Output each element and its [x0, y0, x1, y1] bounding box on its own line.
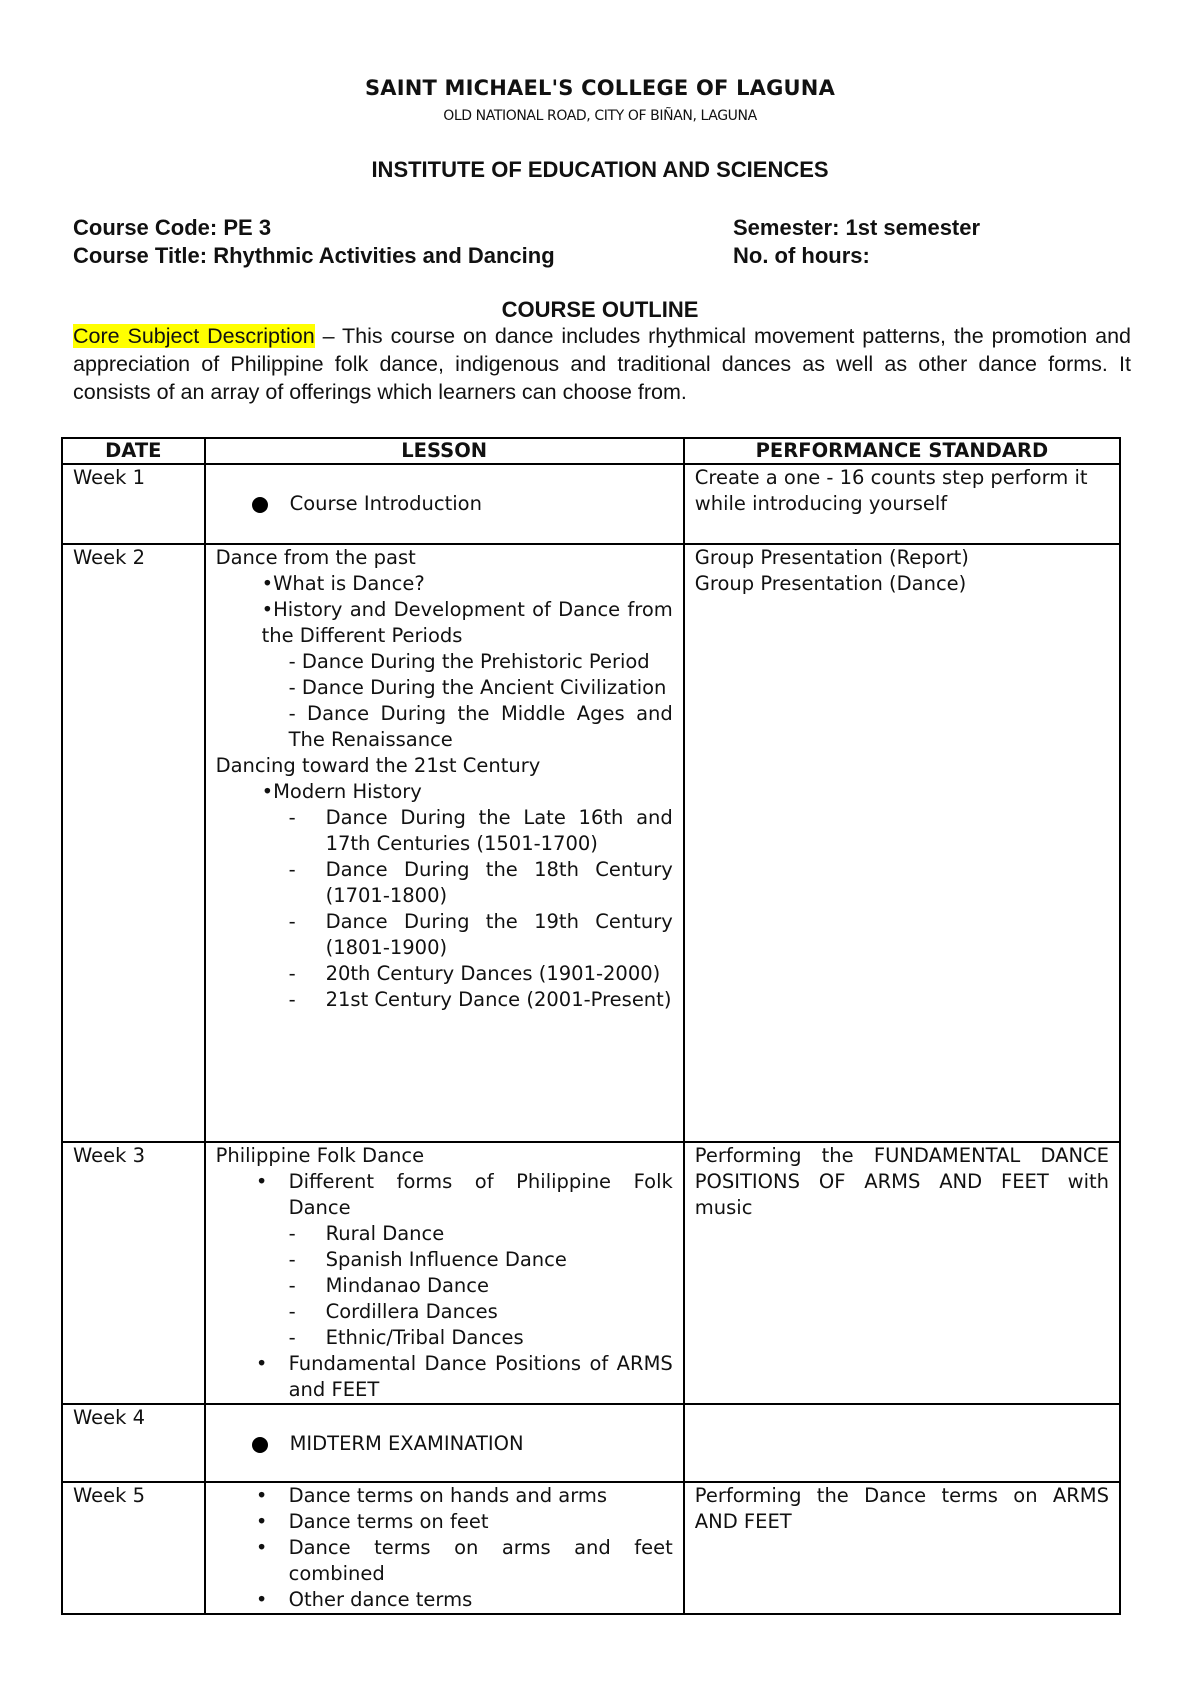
lesson-subitem: - 21st Century Dance (2001-Present)	[288, 988, 672, 1011]
lesson-item: • Dance terms on arms and feet combined	[255, 1536, 673, 1585]
lesson-subitem: - Mindanao Dance	[288, 1274, 490, 1297]
lesson-item-text: •History and Development of Dance from the Different Periods	[261, 598, 673, 647]
lesson-heading: Dancing toward the 21st Century	[215, 754, 541, 777]
hours-label: No. of hours:	[733, 243, 870, 268]
week-cell: Week 4	[62, 1404, 205, 1482]
week-cell: Week 2	[62, 544, 205, 1142]
performance-item: Group Presentation (Dance)	[694, 572, 967, 595]
table-row	[62, 1404, 1120, 1482]
bullet-icon	[252, 497, 268, 513]
lesson-item: • Dance terms on hands and arms	[255, 1484, 608, 1507]
lesson-item: • Dance terms on feet	[255, 1510, 489, 1533]
lesson-subitem: - Cordillera Dances	[288, 1300, 498, 1323]
hours	[733, 243, 870, 269]
lesson-subitem: - 20th Century Dances (1901-2000)	[288, 962, 661, 985]
lesson-cell	[205, 1482, 684, 1614]
semester-label: Semester:	[733, 215, 840, 240]
lesson-subitem: - Dance During the 18th Century (1701-1800)	[288, 858, 673, 907]
lesson-heading: Philippine Folk Dance	[215, 1144, 425, 1167]
table-row	[62, 464, 1120, 544]
header-lesson: LESSON	[205, 438, 684, 464]
description-text: – This course on dance includes rhythmical movement patterns, the promotion and appreciation of Philippine folk dance, indigenous and traditional dances as well as other dance forms. It consists of an array of offerings which learners can choose from.	[73, 324, 1131, 404]
lesson-subitem: - Dance During the Prehistoric Period	[288, 650, 650, 673]
week-cell: Week 3	[62, 1142, 205, 1404]
semester-value: 1st semester	[845, 215, 981, 240]
course-outline-table	[61, 437, 1121, 1615]
school-name: SAINT MICHAEL'S COLLEGE OF LAGUNA	[364, 76, 836, 100]
lesson-item	[216, 597, 673, 649]
course-outline-title: COURSE OUTLINE	[501, 297, 699, 322]
course-title	[73, 243, 555, 269]
course-description	[73, 322, 1131, 406]
table-row	[62, 1482, 1120, 1614]
lesson-subitem: - Dance During the 19th Century (1801-1900)	[288, 910, 673, 959]
lesson-subitem: - Ethnic/Tribal Dances	[288, 1326, 524, 1349]
lesson-item: •What is Dance?	[261, 572, 425, 595]
institute-name: INSTITUTE OF EDUCATION AND SCIENCES	[371, 157, 829, 182]
lesson-item: • Different forms of Philippine Folk Dance	[255, 1170, 673, 1219]
bullet-icon	[252, 1437, 268, 1453]
lesson-cell	[205, 1404, 684, 1482]
performance-cell	[684, 544, 1120, 1142]
table-row	[62, 544, 1120, 1142]
performance-cell: Performing the Dance terms on ARMS AND FEET	[684, 1482, 1120, 1614]
week-cell: Week 5	[62, 1482, 205, 1614]
header-date: DATE	[62, 438, 205, 464]
lesson-subitem: - Dance During the Late 16th and 17th Centuries (1501-1700)	[288, 806, 673, 855]
lesson-cell	[205, 464, 684, 544]
course-title-label: Course Title:	[73, 243, 208, 268]
lesson-cell	[205, 1142, 684, 1404]
performance-item: Group Presentation (Report)	[694, 546, 969, 569]
lesson-subitem: - Dance During the Middle Ages and The Renaissance	[288, 702, 673, 751]
week-cell: Week 1	[62, 464, 205, 544]
course-code	[73, 215, 271, 241]
lesson-heading: Dance from the past	[215, 546, 416, 569]
course-code-label: Course Code:	[73, 215, 218, 240]
semester	[733, 215, 980, 241]
performance-cell: Create a one - 16 counts step perform it while introducing yourself	[684, 464, 1120, 544]
table-row	[62, 1142, 1120, 1404]
lesson-item: Course Introduction	[289, 492, 482, 515]
table-header-row	[62, 438, 1120, 464]
performance-cell	[684, 1404, 1120, 1482]
lesson-cell	[205, 544, 684, 1142]
lesson-item: MIDTERM EXAMINATION	[289, 1432, 524, 1455]
performance-cell: Performing the FUNDAMENTAL DANCE POSITIONS OF ARMS AND FEET with music	[684, 1142, 1120, 1404]
lesson-item: • Other dance terms	[255, 1588, 473, 1611]
lesson-subitem: - Dance During the Ancient Civilization	[288, 676, 667, 699]
course-code-value: PE 3	[223, 215, 272, 240]
course-title-value: Rhythmic Activities and Dancing	[213, 243, 555, 268]
school-address: OLD NATIONAL ROAD, CITY OF BIÑAN, LAGUNA	[443, 108, 757, 124]
lesson-subitem: - Spanish Influence Dance	[288, 1248, 567, 1271]
header-performance-standard: PERFORMANCE STANDARD	[684, 438, 1120, 464]
lesson-item: •Modern History	[261, 780, 422, 803]
lesson-item: • Fundamental Dance Positions of ARMS and FEET	[255, 1352, 673, 1401]
description-highlight: Core Subject Description	[73, 324, 315, 348]
lesson-subitem: - Rural Dance	[288, 1222, 445, 1245]
